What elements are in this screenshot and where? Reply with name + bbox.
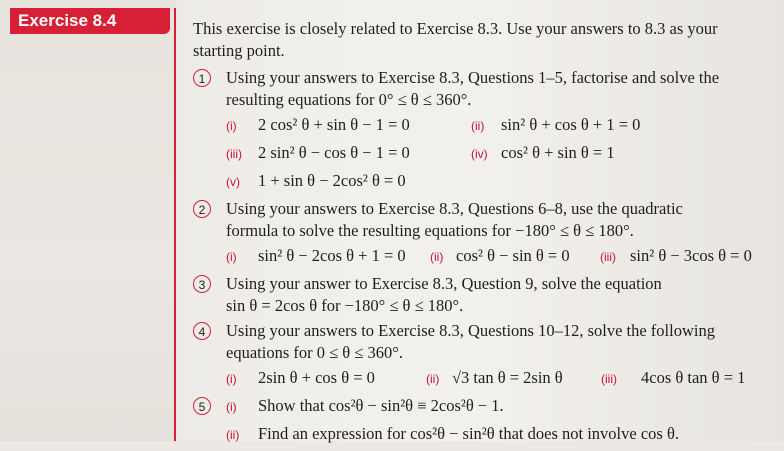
equation: cos² θ + sin θ = 1 xyxy=(501,143,615,162)
part-label: (v) xyxy=(226,175,240,189)
question-text-line2: formula to solve the resulting equations for −180° ≤ θ ≤ 180°. xyxy=(226,221,634,240)
part-row xyxy=(226,142,763,167)
equation: 2 cos² θ + sin θ − 1 = 0 xyxy=(258,115,410,134)
exercise-content xyxy=(193,18,763,451)
equation: sin² θ − 3cos θ = 0 xyxy=(630,246,752,265)
equation: 2sin θ + cos θ = 0 xyxy=(258,368,375,387)
intro-text: This exercise is closely related to Exercise 8.3. Use your answers to 8.3 as your starting point. xyxy=(193,19,718,60)
question-1 xyxy=(193,67,763,195)
part-row xyxy=(226,245,763,270)
equation: Find an expression for cos²θ − sin²θ that does not involve cos θ. xyxy=(258,424,679,443)
equation: sin² θ + cos θ + 1 = 0 xyxy=(501,115,641,134)
equation: √3 tan θ = 2sin θ xyxy=(452,368,563,387)
part-label: (ii) xyxy=(426,372,440,386)
equation: 4cos θ tan θ = 1 xyxy=(641,368,746,387)
part-row xyxy=(226,114,763,139)
margin-rule xyxy=(174,8,176,441)
question-4 xyxy=(193,320,763,392)
equation: 2 sin² θ − cos θ − 1 = 0 xyxy=(258,143,410,162)
question-text-line1: Using your answers to Exercise 8.3, Questions 1–5, factorise and solve the xyxy=(226,68,720,87)
part-label: (iv) xyxy=(471,147,488,161)
question-number: 5 xyxy=(193,397,211,415)
exercise-tab: Exercise 8.4 xyxy=(10,8,170,34)
part-row xyxy=(226,170,763,195)
question-text-line1: Using your answer to Exercise 8.3, Question 9, solve the equation xyxy=(226,274,662,293)
question-text-line2: sin θ = 2cos θ for −180° ≤ θ ≤ 180°. xyxy=(226,296,464,315)
question-2 xyxy=(193,198,763,270)
equation: 1 + sin θ − 2cos² θ = 0 xyxy=(258,171,406,190)
question-number: 2 xyxy=(193,200,211,218)
question-number: 1 xyxy=(193,69,211,87)
question-5 xyxy=(193,395,763,448)
part-label: (ii) xyxy=(430,250,444,264)
question-text-line2: resulting equations for 0° ≤ θ ≤ 360°. xyxy=(226,90,472,109)
part-label: (i) xyxy=(226,119,237,133)
part-row xyxy=(226,423,763,448)
part-row xyxy=(226,367,763,392)
part-row xyxy=(226,395,763,420)
question-text-line2: equations for 0 ≤ θ ≤ 360°. xyxy=(226,343,403,362)
left-margin xyxy=(0,0,176,441)
equation: Show that cos²θ − sin²θ ≡ 2cos²θ − 1. xyxy=(258,396,504,415)
part-label: (iii) xyxy=(226,147,242,161)
question-text-line1: Using your answers to Exercise 8.3, Questions 6–8, use the quadratic xyxy=(226,199,683,218)
question-number: 3 xyxy=(193,275,211,293)
part-label: (ii) xyxy=(471,119,485,133)
part-label: (i) xyxy=(226,372,237,386)
question-number: 4 xyxy=(193,322,211,340)
part-label: (ii) xyxy=(226,428,240,442)
equation: sin² θ − 2cos θ + 1 = 0 xyxy=(258,246,406,265)
question-text-line1: Using your answers to Exercise 8.3, Questions 10–12, solve the following xyxy=(226,321,715,340)
part-label: (i) xyxy=(226,400,237,414)
part-label: (i) xyxy=(226,250,237,264)
part-label: (iii) xyxy=(601,372,617,386)
equation: cos² θ − sin θ = 0 xyxy=(456,246,570,265)
part-label: (iii) xyxy=(600,250,616,264)
question-3 xyxy=(193,273,763,317)
